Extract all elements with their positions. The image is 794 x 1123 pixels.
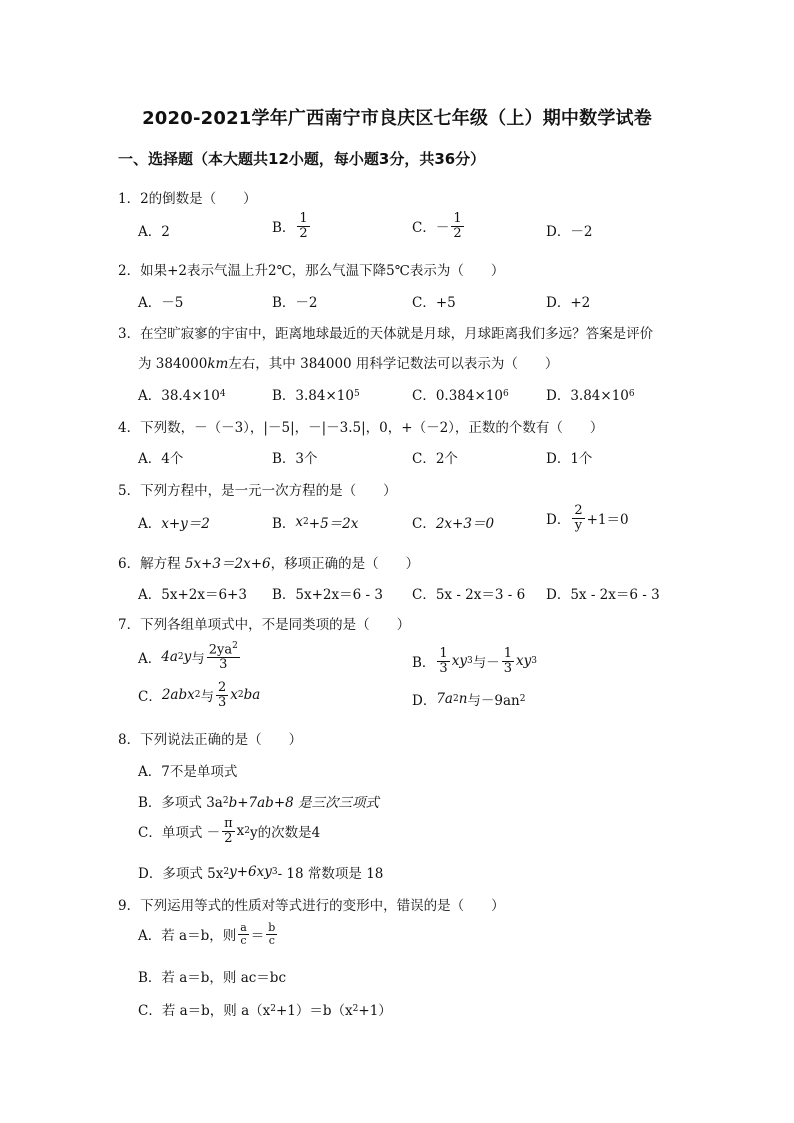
fraction: $\frac{2}{3}$ xyxy=(217,680,227,710)
q8-option-d[interactable]: D．多项式 5x 2 y+6xy 3 - 18 常数项是 18 xyxy=(138,864,384,882)
fraction: $\frac{\pi}{2}$ xyxy=(224,816,233,846)
question-6-stem: 6．解方程 5x+3＝2x+6，移项正确的是（ ） xyxy=(118,556,420,572)
q4-option-d[interactable]: D．1个 xyxy=(546,451,593,467)
q7-option-d[interactable]: D． 7a 2 n 与－9an 2 xyxy=(412,691,526,709)
q9-option-b[interactable]: B．若 a＝b，则 ac＝bc xyxy=(138,970,287,986)
q8-option-b[interactable]: B．多项式 3a 2 b+7ab+8 是三次三项式 xyxy=(138,795,380,811)
q6-option-a[interactable]: A．5x+2x＝6+3 xyxy=(138,587,247,603)
question-8-stem: 8．下列说法正确的是（ ） xyxy=(118,732,303,748)
fraction: $\frac{1}{2}$ xyxy=(299,211,308,241)
question-5-stem: 5．下列方程中，是一元一次方程的是（ ） xyxy=(118,483,397,499)
q7-option-c[interactable]: C． 2abx 2 与 $\frac{2}{3}$ x 2 ba xyxy=(138,680,261,710)
q5-option-d[interactable]: D． $\frac{2}{y}$ +1＝0 xyxy=(546,503,629,533)
question-4-stem: 4．下列数，－（－3），|－5|，－|－3.5|，0，+（－2），正数的个数有（ ） xyxy=(118,420,604,436)
q6-option-b[interactable]: B．5x+2x＝6 - 3 xyxy=(272,587,383,603)
q1-option-c[interactable]: C．－ $\frac{1}{2}$ xyxy=(412,211,462,241)
question-9-stem: 9．下列运用等式的性质对等式进行的变形中，错误的是（ ） xyxy=(118,898,505,914)
q6-option-d[interactable]: D．5x - 2x＝6 - 3 xyxy=(546,587,660,603)
q5-option-a[interactable]: A． x+y＝2 xyxy=(138,516,210,532)
q1-option-b[interactable]: B． $\frac{1}{2}$ xyxy=(272,211,308,241)
q3-option-a[interactable]: A．38.4×10 4 xyxy=(138,388,226,404)
q5-option-c[interactable]: C． 2x+3＝0 xyxy=(412,516,495,532)
q7-option-a[interactable]: A． 4a 2 y 与 $\frac{2ya^2}{3}$ xyxy=(138,641,238,672)
q2-option-b[interactable]: B．－2 xyxy=(272,295,318,311)
question-3-stem-line1: 3．在空旷寂寥的宇宙中，距离地球最近的天体就是月球，月球距离我们多远？答案是评价 xyxy=(118,326,654,342)
fraction: $\frac{1}{3}$ xyxy=(503,646,512,676)
fraction: $\frac{2}{y}$ xyxy=(574,503,583,533)
q9-option-a[interactable]: A．若 a＝b，则 $\frac{a}{c}$ ＝ $\frac{b}{c}$ xyxy=(138,921,276,947)
q6-option-c[interactable]: C．5x - 2x＝3 - 6 xyxy=(412,587,526,603)
q7-option-b[interactable]: B． $\frac{1}{3}$ xy 3 与－ $\frac{1}{3}$ xy 3 xyxy=(412,646,537,676)
question-7-stem: 7．下列各组单项式中，不是同类项的是（ ） xyxy=(118,617,411,633)
q4-option-c[interactable]: C．2个 xyxy=(412,451,458,467)
q5-option-b[interactable]: B． x 2 +5＝2x xyxy=(272,514,359,532)
q2-option-a[interactable]: A．－5 xyxy=(138,295,184,311)
q8-option-c[interactable]: C．单项式 － $\frac{\pi}{2}$ x 2 y的次数是4 xyxy=(138,816,321,846)
q4-option-b[interactable]: B．3个 xyxy=(272,451,318,467)
q3-option-b[interactable]: B．3.84×10 5 xyxy=(272,388,360,404)
q3-option-c[interactable]: C．0.384×10 6 xyxy=(412,388,509,404)
question-1-stem: 1．2的倒数是（ ） xyxy=(118,191,257,207)
fraction: $\frac{1}{2}$ xyxy=(453,211,462,241)
q2-option-c[interactable]: C．+5 xyxy=(412,295,456,311)
fraction: $\frac{b}{c}$ xyxy=(268,921,276,947)
q3-option-d[interactable]: D．3.84×10 6 xyxy=(546,388,635,404)
fraction: $\frac{1}{3}$ xyxy=(439,646,448,676)
exam-title: 2020-2021学年广西南宁市良庆区七年级（上）期中数学试卷 xyxy=(142,108,652,129)
question-2-stem: 2．如果+2表示气温上升2℃，那么气温下降5℃表示为（ ） xyxy=(118,263,505,279)
fraction: $\frac{2ya^2}{3}$ xyxy=(208,641,238,672)
question-3-stem-line2: 为 384000km左右，其中 384000 用科学记数法可以表示为（ ） xyxy=(138,356,559,372)
q9-option-c[interactable]: C．若 a＝b，则 a（x 2 +1）＝b（x 2 +1） xyxy=(138,1003,392,1019)
fraction: $\frac{a}{c}$ xyxy=(240,921,247,947)
q8-option-a[interactable]: A．7不是单项式 xyxy=(138,764,238,780)
q1-option-d[interactable]: D．－2 xyxy=(546,224,593,240)
q4-option-a[interactable]: A．4个 xyxy=(138,451,184,467)
section-heading: 一、选择题（本大题共12小题，每小题3分，共36分） xyxy=(118,150,486,168)
q1-option-a[interactable]: A．2 xyxy=(138,224,170,240)
q2-option-d[interactable]: D．+2 xyxy=(546,295,591,311)
